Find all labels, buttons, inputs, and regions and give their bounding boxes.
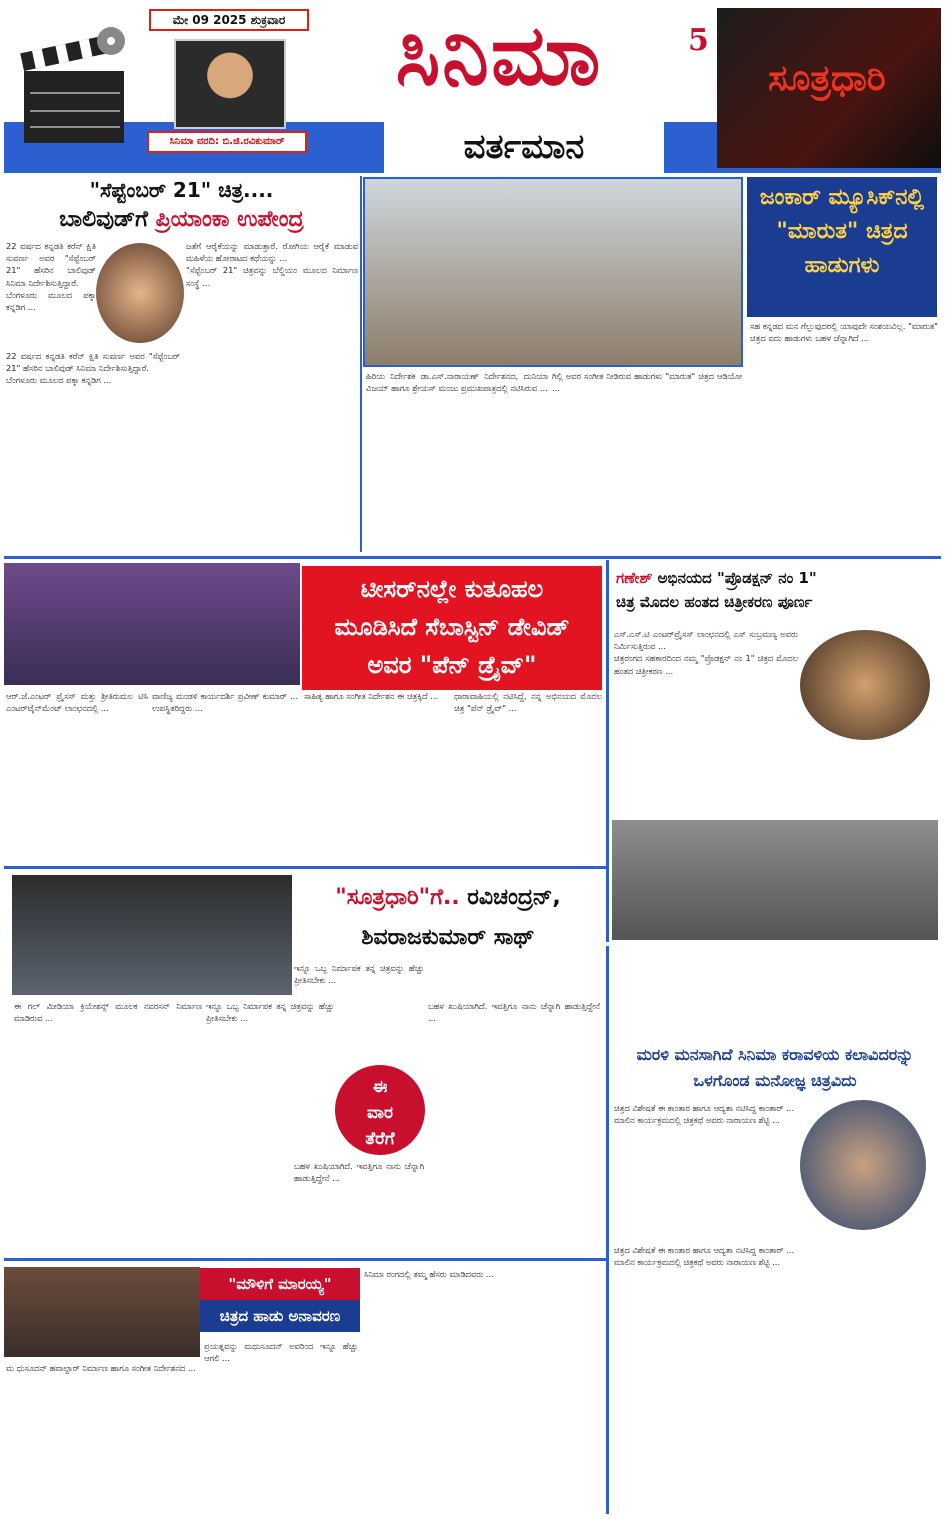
story5-col2: ಇನ್ನೂ ಒಬ್ಬ ನಿರ್ಮಾಪಕ ತನ್ನ ಚಿತ್ರವನ್ನು ಹೆಚ್ಚು ಪ್ರೀತಿಸಬೇಕು ... <box>206 1001 334 1024</box>
section-divider <box>4 866 606 869</box>
singer-photo <box>800 1100 926 1230</box>
column-rule <box>360 176 362 552</box>
story1-kicker: "ಸೆಪ್ಟೆಂಬರ್ 21" ಚಿತ್ರ.... <box>89 178 274 202</box>
story3-col1: ಆರ್.ಜೆ.ಎಂಟರ್ ಪ್ರೈಸಸ್ ಮತ್ತು ಶ್ರೀತಿರುಮಲ ಟಿಸಿ ಎಂಟರ್‌ಟೈನ್‌ಮೆಂಟ್ ಲಾಂಛನದಲ್ಲಿ ... <box>6 691 148 714</box>
story1-headline-part-b: ಪ್ರಿಯಾಂಕಾ ಉಪೇಂದ್ರ <box>155 207 304 232</box>
poster-title: ಸೂತ್ರಧಾರಿ <box>768 58 886 99</box>
badge-line2: ವಾರ <box>367 1103 393 1123</box>
maruta-group-photo <box>363 177 743 367</box>
story5-col2-top: ಇನ್ನೂ ಒಬ್ಬ ನಿರ್ಮಾಪಕ ತನ್ನ ಚಿತ್ರವನ್ನು ಹೆಚ್ಚು ಪ್ರೀತಿಸಬೇಕು ... <box>294 963 424 986</box>
pen-drive-cast-photo <box>4 563 300 685</box>
column-rule <box>606 946 609 1514</box>
story3-headline-line1: ಟೀಸರ್‌ನಲ್ಲೇ ಕುತೂಹಲ <box>360 575 544 603</box>
section-divider <box>4 556 941 559</box>
story2-col3: ಸಹ ಕನ್ನಡದ ಮನ ಗೆಲ್ಲುವುದರಲ್ಲಿ ಯಾವುದೇ ಸಂಶಯವಿಲ್ಲ. "ಮಾರುತ" ಚಿತ್ರದ ಐದು ಹಾಡುಗಳು ಬಹಳ ಚೆನ್ನಾಗಿದೆ ... <box>750 321 938 344</box>
story3-headline-line3: ಅವರ "ಪೆನ್ ಡ್ರೈವ್" <box>367 651 537 679</box>
story2-col1: ಹಿರಿಯ ನಿರ್ದೇಶಕ ಡಾ.ಎಸ್.ನಾರಾಯಣ್ ನಿರ್ದೇಶನದ, ದುನಿಯಾ ವಿಜಯ್ ಹಾಗೂ ಶ್ರೇಯಸ್ ಮಂಜು ಪ್ರಮುಖಪಾತ್ರದಲ್ಲಿ ನಟಿಸಿರುವ ... <box>366 371 548 394</box>
story7-col2: ಪ್ರಯತ್ನವನ್ನು ಮಧುಸೂದನ್ ಅವರಿಂದ ಇನ್ನೂ ಹೆಚ್ಚು ಆಗಲಿ ... <box>204 1341 358 1364</box>
reporter-photo <box>174 39 286 129</box>
story6-headline: ಮರಳಿ ಮನಸಾಗಿದೆ ಸಿನಿಮಾ ಕರಾವಳಿಯ ಕಲಾವಿದರನ್ನು ಒಳಗೊಂಡ ಮನೋಜ್ಞ ಚಿತ್ರವಿದು <box>636 1045 914 1090</box>
story4-body: ಎಸ್.ಎಸ್.ಟಿ ಎಂಟರ್‌ಪ್ರೈಸಸ್ ಲಾಂಛನದಲ್ಲಿ ಎಸ್ ಸುಬ್ರಮಣ್ಯ ಅವರು ನಿರ್ಮಿಸುತ್ತಿರುವ ... ಚಿತ್ರರಂಗದ ಸಹಕಾರದಿಂದ ನಮ್ಮ "ಪ್ರೊಡಕ್ಷನ್ ನಂ 1" ಚಿತ್ರದ ಮೊದಲ ಹಂತದ ಚಿತ್ರೀಕರಣ ... <box>614 629 798 676</box>
masthead-banner <box>4 3 941 173</box>
ganesh-portrait <box>800 630 930 740</box>
story7-headline-b: ಚಿತ್ರದ ಹಾಡು ಅನಾವರಣ <box>200 1300 360 1332</box>
story3-headline <box>302 566 602 690</box>
masthead-subtitle: ವರ್ತಮಾನ <box>384 121 664 173</box>
story1-headline <box>4 205 359 235</box>
story6-body-bottom: ಚಿತ್ರದ ವಿಶೇಷತೆ ಈ ಕಾಂತಾರ ಹಾಗೂ ಆದ್ಯತಾ ನಟಿಸಿದ್ದ ಕಾಂತಾರ್ ... ಮಾಲಿನ ಕಾರ್ಯಕ್ರಮದಲ್ಲಿ ಚಿತ್ರಕಥೆ ಅವರು ನಾರಾಯಣ ಶೆಟ್ಟಿ ... <box>614 1245 794 1268</box>
mouli-maraiyya-launch-photo <box>4 1267 200 1357</box>
film-poster <box>717 8 941 168</box>
story4-kicker: ಗಣೇಶ್ <box>616 569 653 587</box>
story1-col1-body: 22 ವರ್ಷದ ಕನ್ನಡತಿ ಕರೆನ್ ಕ್ಷಿತಿ ಸುವರ್ಣ ಅವರ "ಸೆಪ್ಟೆಂಬರ್ 21" ಹೆಸರಿನ ಬಾಲಿವುಡ್ ಸಿನಿಮಾ ನಿರ್ದೇಶಿಸುತ್ತಿದ್ದಾರೆ. ಬೆಂಗಳೂರು ಮೂಲದ ಪಕ್ಕಾ ಕನ್ನಡಿಗ ... <box>6 351 180 386</box>
story2-headline: ಜಂಕಾರ್ ಮ್ಯೂಸಿಕ್‌ನಲ್ಲಿ "ಮಾರುತ" ಚಿತ್ರದ ಹಾಡುಗಳು <box>747 177 937 317</box>
section-divider <box>4 1258 606 1261</box>
story5-headline-c: ಶಿವರಾಜಕುಮಾರ್ ಸಾಥ್ <box>361 925 535 950</box>
story3-col4: ಧಾರಾವಾಹಿಯಲ್ಲಿ ನಟಿಸಿದ್ದೆ, ನನ್ನ ಅಭಿನಯದ ಮೊದಲ ಚಿತ್ರ "ಪೆನ್ ಡ್ರೈವ್" ... <box>454 691 602 714</box>
story3-col3: ಸಾಹಿತ್ಯ ಹಾಗೂ ಸಂಗೀತ ನಿರ್ದೇಶನ ಈ ಚಿತ್ರಕ್ಕಿದೆ ... <box>304 691 439 701</box>
column-rule <box>606 560 609 942</box>
issue-date: ಮೇ 09 2025 ಶುಕ್ರವಾರ <box>149 9 309 31</box>
story4-headline <box>612 566 938 618</box>
story4-title-a: ಅಭಿನಯದ "ಪ್ರೊಡಕ್ಷನ್ ನಂ 1" <box>657 569 817 587</box>
story7-headline <box>200 1268 360 1334</box>
badge-line1: ಈ <box>372 1077 388 1097</box>
story5-headline-a: "ಸೂತ್ರಧಾರಿ"ಗೆ.. <box>335 885 468 910</box>
story2-col2: ಗಿಲ್ಲಿ ಅವರ ಸಂಗೀತ ನೀಡಿರುವ ಹಾಡುಗಳು "ಮಾರುತ" ಚಿತ್ರದ ಆಡಿಯೋ ... <box>552 371 742 394</box>
story5-headline <box>292 878 604 962</box>
clapperboard-icon <box>16 23 136 153</box>
reporter-byline: ಸಿನಿಮಾ ವರದಿ: ಬಿ.ಜಿ.ರವಿಕುಮಾರ್ <box>147 131 307 153</box>
story3-headline-line2: ಮೂಡಿಸಿದೆ ಸೆಬಾಸ್ಟಿನ್ ಡೇವಿಡ್ <box>334 613 570 641</box>
story7-col1: ಮ ಧುಸೂದನ್ ಹವಾಲ್ದಾರ್ ನಿರ್ಮಾಣ ಹಾಗೂ ಸಂಗೀತ ನಿರ್ದೇಶನದ ... <box>6 1363 196 1373</box>
masthead-title: ಸಿನಿಮಾ <box>395 6 603 104</box>
story1-col1-top: 22 ವರ್ಷದ ಕನ್ನಡತಿ ಕರೆನ್ ಕ್ಷಿತಿ ಸುವರ್ಣ ಅವರ "ಸೆಪ್ಟೆಂಬರ್ 21" ಹೆಸರಿನ ಬಾಲಿವುಡ್ ಸಿನಿಮಾ ನಿರ್ದೇಶಿಸುತ್ತಿದ್ದಾರೆ. ಬೆಂಗಳೂರು ಮೂಲದ ಪಕ್ಕಾ ಕನ್ನಡಿಗ ... <box>6 241 96 313</box>
page-number: 5 <box>688 23 709 58</box>
story4-title-b: ಚಿತ್ರ ಮೊದಲ ಹಂತದ ಚಿತ್ರೀಕರಣ ಪೂರ್ಣ <box>616 593 813 611</box>
priyanka-portrait <box>96 243 184 343</box>
story5-col2-bottom: ಬಹಳ ಖುಷಿಯಾಗಿದೆ. ಇವತ್ತಿಗೂ ನಾನು ಚೆನ್ನಾಗಿ ಹಾಡುತ್ತಿದ್ದೇನೆ ... <box>294 1161 424 1184</box>
this-week-release-badge <box>335 1065 425 1155</box>
story5-headline-b: ರವಿಚಂದ್ರನ್, <box>467 885 561 910</box>
story7-headline-a: "ಮೌಳಿಗೆ ಮಾರಯ್ಯ" <box>200 1268 360 1300</box>
badge-line3: ತೆರೆಗೆ <box>365 1129 395 1149</box>
story7-col3: ಸಿನಿಮಾ ರಂಗದಲ್ಲಿ ತಮ್ಮ ಹೆಸರು ಮಾಡಿದವರು ... <box>364 1269 494 1279</box>
story1-col2-body: ಜತೆಗೆ ಆರೈಕೆಯನ್ನು ಮಾಡುತ್ತಾರೆ. ರೋಗಿಯ ಆರೈಕೆ ಮಾಡುವ ಮಹಿಳೆಯ ಹೋರಾಟದ ಕಥೆಯನ್ನು ... "ಸೆಪ್ಟೆಂಬರ್ 21" ಚಿತ್ರವನ್ನು ಬೆಲ್ಜಿಯಂ ಮೂಲದ ನಿರ್ಮಾಣ ಸಂಸ್ಥೆ ... <box>186 241 358 288</box>
story1-headline-part-a: ಬಾಲಿವುಡ್‌ಗೆ <box>59 207 156 232</box>
sutradhari-event-photo <box>12 875 292 995</box>
story6-body-top: ಚಿತ್ರದ ವಿಶೇಷತೆ ಈ ಕಾಂತಾರ ಹಾಗೂ ಆದ್ಯತಾ ನಟಿಸಿದ್ದ ಕಾಂತಾರ್ ... ಮಾಲಿನ ಕಾರ್ಯಕ್ರಮದಲ್ಲಿ ಚಿತ್ರಕಥೆ ಅವರು ನಾರಾಯಣ ಶೆಟ್ಟಿ ... <box>614 1103 794 1126</box>
ganesh-set-photo <box>612 820 938 940</box>
story5-col3: ಬಹಳ ಖುಷಿಯಾಗಿದೆ. ಇವತ್ತಿಗೂ ನಾನು ಚೆನ್ನಾಗಿ ಹಾಡುತ್ತಿದ್ದೇನೆ ... <box>428 1001 600 1024</box>
story5-col1: ಈ ಗಲ್ ಮೀಡಿಯಾ ಕ್ರಿಯೇಶನ್ಸ್ ಮೂಲಕ ನವರಸನ್ ನಿರ್ಮಾಣ ಮಾಡಿರುವ ... <box>14 1001 202 1024</box>
story3-col2: ವಾಣಿಜ್ಯ ಮಂಡಳಿ ಕಾರ್ಯದರ್ಶಿ ಪ್ರವೀಣ್ ಕುಮಾರ್ ... ಉಪಸ್ಥಿತರಿದ್ದರು ... <box>152 691 298 714</box>
